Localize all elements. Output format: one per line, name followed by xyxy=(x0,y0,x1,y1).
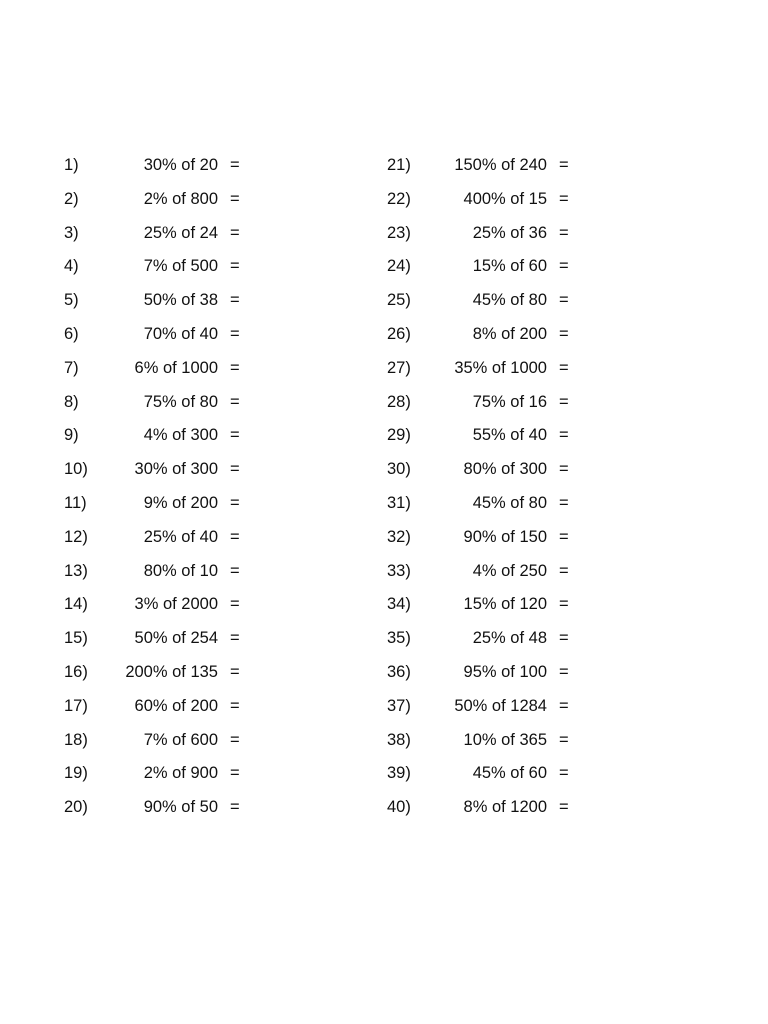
problem-row xyxy=(64,318,404,352)
problem-number: 37) xyxy=(387,696,411,715)
problem-expression: 10% of 365 xyxy=(463,730,547,749)
problem-row xyxy=(387,217,727,251)
problem-column-right xyxy=(387,149,727,825)
equals-sign: = xyxy=(559,223,569,242)
problem-number: 18) xyxy=(64,730,88,749)
equals-sign: = xyxy=(230,662,240,681)
equals-sign: = xyxy=(559,764,569,783)
problem-expression: 25% of 24 xyxy=(143,223,218,242)
problem-row xyxy=(387,791,727,825)
problem-row xyxy=(64,724,404,758)
equals-sign: = xyxy=(230,426,240,445)
problem-number: 24) xyxy=(387,257,411,276)
problem-row xyxy=(387,521,727,555)
problem-row xyxy=(64,791,404,825)
problem-row xyxy=(64,453,404,487)
problem-expression: 25% of 48 xyxy=(472,629,547,648)
problem-expression: 30% of 300 xyxy=(134,460,218,479)
equals-sign: = xyxy=(230,392,240,411)
problem-row xyxy=(64,622,404,656)
equals-sign: = xyxy=(230,696,240,715)
equals-sign: = xyxy=(559,798,569,817)
problem-expression: 80% of 10 xyxy=(143,561,218,580)
problem-number: 14) xyxy=(64,595,88,614)
problem-expression: 60% of 200 xyxy=(134,696,218,715)
problem-row xyxy=(64,588,404,622)
problem-row xyxy=(64,183,404,217)
problem-number: 27) xyxy=(387,358,411,377)
problem-number: 39) xyxy=(387,764,411,783)
problem-expression: 9% of 200 xyxy=(143,493,218,512)
problem-row xyxy=(64,149,404,183)
problem-expression: 4% of 250 xyxy=(472,561,547,580)
problem-expression: 400% of 15 xyxy=(463,189,547,208)
problem-expression: 7% of 500 xyxy=(143,257,218,276)
problem-number: 33) xyxy=(387,561,411,580)
problem-expression: 75% of 80 xyxy=(143,392,218,411)
problem-number: 2) xyxy=(64,189,79,208)
problem-row xyxy=(387,487,727,521)
equals-sign: = xyxy=(559,189,569,208)
equals-sign: = xyxy=(559,392,569,411)
equals-sign: = xyxy=(559,662,569,681)
problem-number: 11) xyxy=(64,493,87,512)
problem-number: 17) xyxy=(64,696,88,715)
problem-expression: 2% of 800 xyxy=(143,189,218,208)
equals-sign: = xyxy=(230,291,240,310)
problem-row xyxy=(64,386,404,420)
problem-row xyxy=(387,183,727,217)
problem-number: 22) xyxy=(387,189,411,208)
problem-expression: 7% of 600 xyxy=(143,730,218,749)
problem-number: 25) xyxy=(387,291,411,310)
problem-expression: 95% of 100 xyxy=(463,662,547,681)
problem-number: 19) xyxy=(64,764,88,783)
problem-number: 23) xyxy=(387,223,411,242)
problem-expression: 80% of 300 xyxy=(463,460,547,479)
problem-expression: 50% of 254 xyxy=(134,629,218,648)
problem-expression: 30% of 20 xyxy=(143,156,218,174)
problem-expression: 8% of 200 xyxy=(472,324,547,343)
problem-row xyxy=(387,622,727,656)
problem-row xyxy=(64,521,404,555)
equals-sign: = xyxy=(559,696,569,715)
problem-expression: 15% of 60 xyxy=(472,257,547,276)
problem-row xyxy=(64,284,404,318)
problem-row xyxy=(387,690,727,724)
problem-row xyxy=(64,487,404,521)
equals-sign: = xyxy=(230,460,240,479)
equals-sign: = xyxy=(559,561,569,580)
problem-number: 40) xyxy=(387,798,411,817)
problem-number: 28) xyxy=(387,392,411,411)
equals-sign: = xyxy=(230,561,240,580)
problem-row xyxy=(387,250,727,284)
equals-sign: = xyxy=(230,730,240,749)
problem-expression: 200% of 135 xyxy=(125,662,218,681)
problem-number: 16) xyxy=(64,662,88,681)
problem-row xyxy=(387,386,727,420)
problem-expression: 45% of 60 xyxy=(472,764,547,783)
problem-row xyxy=(387,757,727,791)
problem-number: 35) xyxy=(387,629,411,648)
problem-row xyxy=(387,318,727,352)
problem-expression: 45% of 80 xyxy=(472,291,547,310)
problem-number: 38) xyxy=(387,730,411,749)
problem-number: 21) xyxy=(387,156,411,174)
problem-number: 32) xyxy=(387,527,411,546)
problem-row xyxy=(387,588,727,622)
equals-sign: = xyxy=(230,798,240,817)
problem-number: 12) xyxy=(64,527,88,546)
equals-sign: = xyxy=(230,223,240,242)
equals-sign: = xyxy=(230,629,240,648)
problem-expression: 35% of 1000 xyxy=(454,358,547,377)
equals-sign: = xyxy=(559,730,569,749)
equals-sign: = xyxy=(230,257,240,276)
equals-sign: = xyxy=(559,527,569,546)
problem-number: 4) xyxy=(64,257,79,276)
problem-number: 3) xyxy=(64,223,79,242)
equals-sign: = xyxy=(559,156,569,174)
problem-number: 34) xyxy=(387,595,411,614)
equals-sign: = xyxy=(559,358,569,377)
problem-expression: 90% of 150 xyxy=(463,527,547,546)
problem-number: 15) xyxy=(64,629,88,648)
problem-row xyxy=(64,757,404,791)
problem-expression: 50% of 1284 xyxy=(454,696,547,715)
problem-row xyxy=(387,555,727,589)
problem-expression: 150% of 240 xyxy=(454,156,547,174)
problem-number: 29) xyxy=(387,426,411,445)
problem-expression: 3% of 2000 xyxy=(134,595,218,614)
problem-number: 26) xyxy=(387,324,411,343)
equals-sign: = xyxy=(230,764,240,783)
problem-number: 6) xyxy=(64,324,79,343)
problem-column-left xyxy=(64,149,404,825)
equals-sign: = xyxy=(230,324,240,343)
problem-row xyxy=(387,284,727,318)
equals-sign: = xyxy=(230,595,240,614)
problem-row xyxy=(64,217,404,251)
problem-row xyxy=(387,419,727,453)
problem-number: 13) xyxy=(64,561,88,580)
problem-row xyxy=(387,352,727,386)
problem-expression: 90% of 50 xyxy=(143,798,218,817)
problem-expression: 45% of 80 xyxy=(472,493,547,512)
problem-expression: 2% of 900 xyxy=(143,764,218,783)
problem-expression: 4% of 300 xyxy=(143,426,218,445)
problem-number: 30) xyxy=(387,460,411,479)
equals-sign: = xyxy=(230,358,240,377)
problem-expression: 75% of 16 xyxy=(472,392,547,411)
problem-expression: 8% of 1200 xyxy=(463,798,547,817)
problem-number: 36) xyxy=(387,662,411,681)
problem-row xyxy=(387,724,727,758)
equals-sign: = xyxy=(559,493,569,512)
equals-sign: = xyxy=(559,426,569,445)
equals-sign: = xyxy=(559,291,569,310)
problem-number: 7) xyxy=(64,358,79,377)
problem-row xyxy=(64,419,404,453)
problem-row xyxy=(64,555,404,589)
equals-sign: = xyxy=(230,189,240,208)
equals-sign: = xyxy=(559,324,569,343)
problem-row xyxy=(387,149,727,183)
problem-number: 5) xyxy=(64,291,79,310)
problem-expression: 25% of 40 xyxy=(143,527,218,546)
problem-expression: 15% of 120 xyxy=(463,595,547,614)
problem-expression: 55% of 40 xyxy=(472,426,547,445)
problem-number: 31) xyxy=(387,493,411,512)
equals-sign: = xyxy=(230,493,240,512)
equals-sign: = xyxy=(559,595,569,614)
problem-row xyxy=(64,352,404,386)
problem-expression: 6% of 1000 xyxy=(134,358,218,377)
equals-sign: = xyxy=(230,527,240,546)
problem-number: 1) xyxy=(64,156,79,174)
problem-number: 8) xyxy=(64,392,79,411)
equals-sign: = xyxy=(559,460,569,479)
problem-row xyxy=(387,453,727,487)
problem-expression: 50% of 38 xyxy=(143,291,218,310)
problem-row xyxy=(64,656,404,690)
problem-number: 20) xyxy=(64,798,88,817)
problem-number: 10) xyxy=(64,460,88,479)
problem-expression: 70% of 40 xyxy=(143,324,218,343)
equals-sign: = xyxy=(559,629,569,648)
problem-expression: 25% of 36 xyxy=(472,223,547,242)
problem-number: 9) xyxy=(64,426,79,445)
problem-row xyxy=(387,656,727,690)
equals-sign: = xyxy=(559,257,569,276)
problem-row xyxy=(64,250,404,284)
problem-row xyxy=(64,690,404,724)
equals-sign: = xyxy=(230,156,240,174)
